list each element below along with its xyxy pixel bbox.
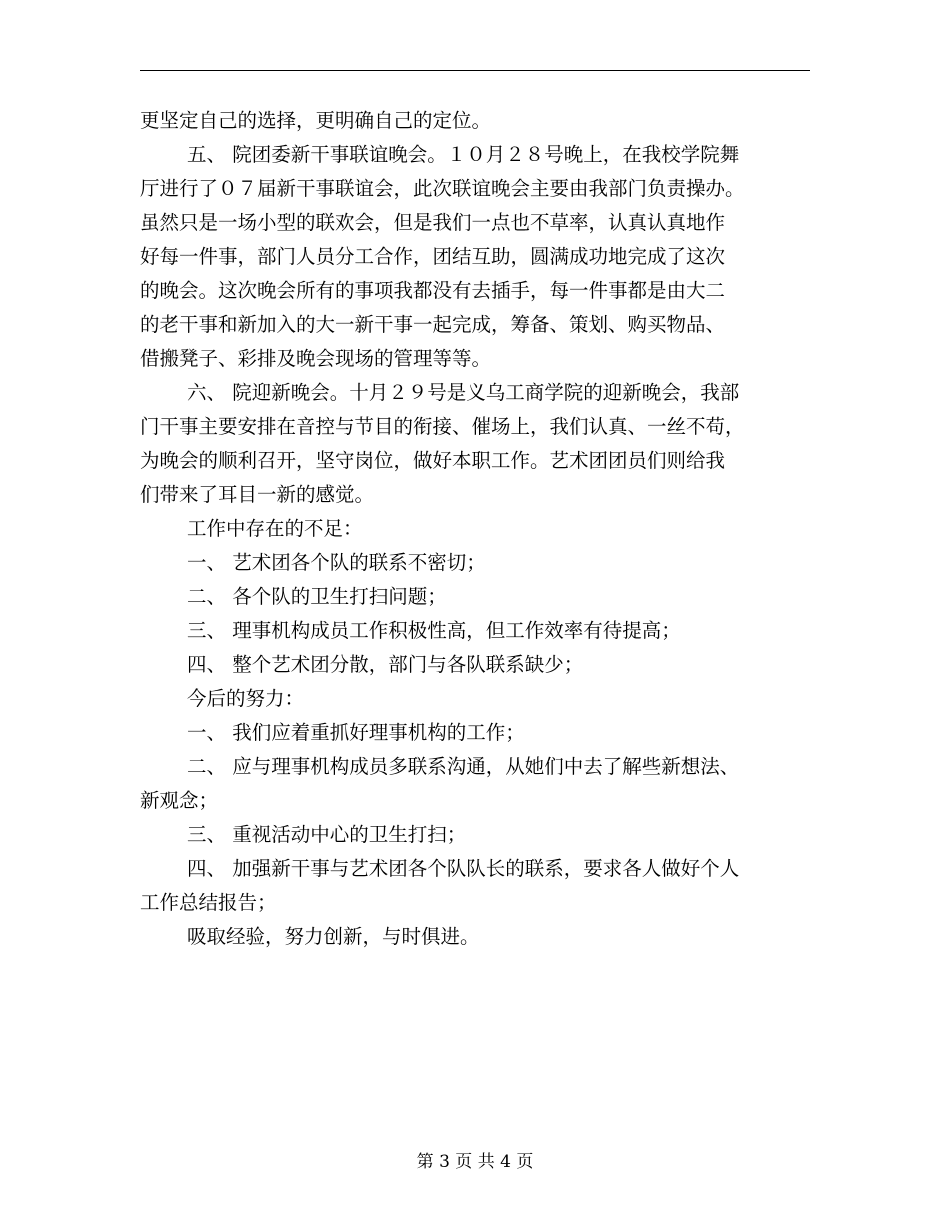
text-line: 工作中存在的不足： [187, 517, 363, 540]
text-line: 今后的努力： [187, 687, 305, 710]
text-line: 一、 我们应着重抓好理事机构的工作； [187, 721, 525, 744]
text-line: 三、 重视活动中心的卫生打扫； [187, 823, 467, 846]
text-line: 们带来了耳目一新的感觉。 [140, 483, 375, 506]
text-line: 虽然只是一场小型的联欢会，但是我们一点也不草率，认真认真地作 [140, 211, 726, 234]
text-line: 借搬凳子、彩排及晚会现场的管理等等。 [140, 347, 492, 370]
text-line: 门干事主要安排在音控与节目的衔接、催场上，我们认真、一丝不苟， [140, 415, 745, 438]
text-line: 工作总结报告； [140, 891, 277, 914]
text-line: 好每一件事，部门人员分工合作，团结互助，圆满成功地完成了这次 [140, 245, 726, 268]
text-line: 厅进行了０７届新干事联谊会，此次联谊晚会主要由我部门负责操办。 [140, 177, 745, 200]
text-line: 三、 理事机构成员工作积极性高，但工作效率有待提高； [187, 619, 681, 642]
header-rule [140, 70, 810, 71]
text-line: 六、 院迎新晚会。十月２９号是义乌工商学院的迎新晚会，我部 [187, 381, 740, 404]
page-number: 第 3 页 共 4 页 [416, 1152, 534, 1172]
text-line: 五、 院团委新干事联谊晚会。１０月２８号晚上，在我校学院舞 [187, 143, 740, 166]
text-line: 二、 应与理事机构成员多联系沟通，从她们中去了解些新想法、 [187, 755, 740, 778]
text-line: 新观念； [140, 789, 219, 812]
text-line: 四、 加强新干事与艺术团各个队队长的联系，要求各人做好个人 [187, 857, 740, 880]
text-line: 更坚定自己的选择，更明确自己的定位。 [140, 109, 492, 132]
text-line: 二、 各个队的卫生打扫问题； [187, 585, 447, 608]
text-line: 吸取经验，努力创新，与时俱进。 [187, 925, 480, 948]
text-line: 一、 艺术团各个队的联系不密切； [187, 551, 486, 574]
text-line: 为晚会的顺利召开，坚守岗位，做好本职工作。艺术团团员们则给我 [140, 449, 726, 472]
document-body [140, 104, 810, 954]
text-line: 的晚会。这次晚会所有的事项我都没有去插手，每一件事都是由大二 [140, 279, 726, 302]
text-line: 四、 整个艺术团分散，部门与各队联系缺少； [187, 653, 584, 676]
text-line: 的老干事和新加入的大一新干事一起完成，筹备、策划、购买物品、 [140, 313, 726, 336]
